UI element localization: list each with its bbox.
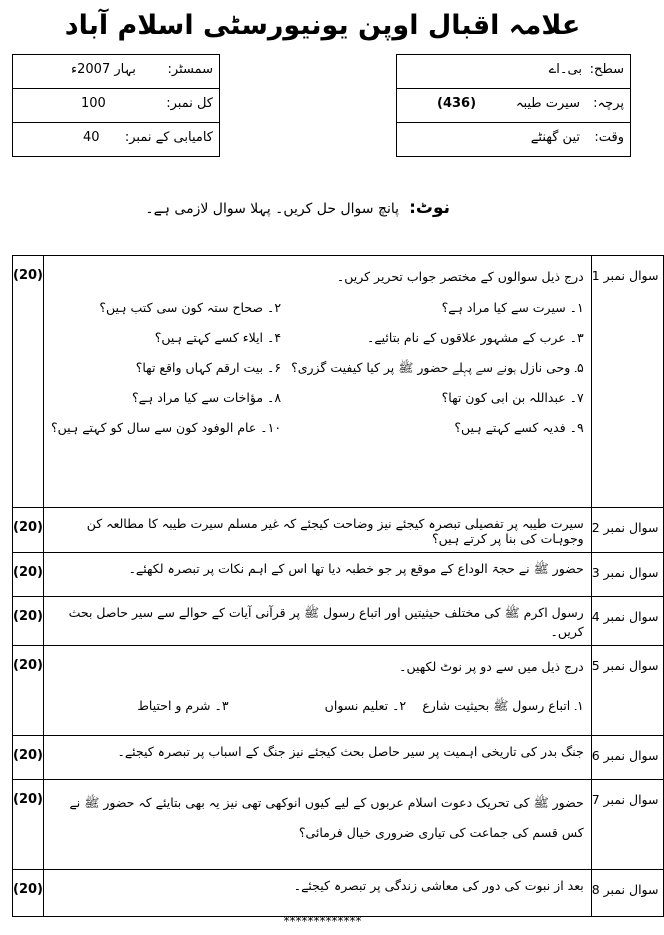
short-question: ۷۔ عبداللہ بن ابی کون تھا؟ <box>441 390 584 405</box>
question-marks: (20) <box>13 597 44 646</box>
question-number: سوال نمبر 6 <box>591 736 664 780</box>
paper-code: (436) <box>437 96 477 111</box>
short-question: ۸۔ مؤاخات سے کیا مراد ہے؟ <box>131 390 282 405</box>
total-marks-row <box>13 89 219 123</box>
semester-label: سمسٹر: <box>167 62 213 77</box>
short-question: ۱۔ سیرت سے کیا مراد ہے؟ <box>441 300 584 315</box>
university-title: علامہ اقبال اوپن یونیورسٹی اسلام آباد <box>64 10 581 41</box>
paper-value: سیرت طیبہ <box>515 96 580 111</box>
short-question: ۹۔ فدیہ کسے کہتے ہیں؟ <box>454 420 584 435</box>
exam-details-box <box>12 54 220 157</box>
question-text: درج ذیل میں سے دو پر نوٹ لکھیں۔ <box>399 659 584 674</box>
note-topic: ۳۔ شرم و احتیاط <box>137 698 229 713</box>
question-row <box>13 597 664 646</box>
short-question: ۴۔ ایلاء کسے کہتے ہیں؟ <box>154 330 282 345</box>
question-text: سیرت طیبہ پر تفصیلی تبصرہ کیجئے نیز وضاحت کیجئے کہ غیر مسلم سیرت طیبہ کا مطالعہ کن وجوہات کی بنا پر کرتے ہیں؟ <box>43 508 591 553</box>
semester-value: بہار 2007ء <box>71 62 136 77</box>
level-row <box>397 55 630 89</box>
question-row <box>13 646 664 736</box>
question-text: حضور ﷺ کی تحریک دعوت اسلام عربوں کے لیے کیوں انوکھی تھی نیز یہ بھی بتایئے کہ حضور ﷺ نے کس قسم کی جماعت کی تیاری ضروری خیال فرمائی؟ <box>43 780 591 870</box>
question-text: بعد از نبوت کی دور کی معاشی زندگی پر تبصرہ کیجئے۔ <box>43 870 591 917</box>
question-number: سوال نمبر 3 <box>591 553 664 597</box>
total-marks-value: 100 <box>81 96 106 111</box>
question-row <box>13 553 664 597</box>
note-label: نوٹ: <box>409 198 450 218</box>
paper-row <box>397 89 630 123</box>
level-label: سطح: <box>589 62 624 77</box>
question-row <box>13 256 664 508</box>
pass-marks-value: 40 <box>83 130 100 145</box>
note-topics-list <box>51 694 584 718</box>
short-question: ۶۔ بیت ارقم کہاں واقع تھا؟ <box>135 360 282 375</box>
question-number: سوال نمبر 8 <box>591 870 664 917</box>
question-number: سوال نمبر 4 <box>591 597 664 646</box>
question-text: جنگ بدر کی تاریخی اہمیت پر سیر حاصل بحث کیجئے نیز جنگ کے اسباب پر تبصرہ کیجئے۔ <box>43 736 591 780</box>
question-marks: (20) <box>13 870 44 917</box>
note-text: پانچ سوال حل کریں۔ پہلا سوال لازمی ہے۔ <box>145 201 400 217</box>
short-question: ۱۰۔ عام الوفود کون سے سال کو کہتے ہیں؟ <box>50 420 282 435</box>
question-marks: (20) <box>13 256 44 508</box>
question-marks: (20) <box>13 508 44 553</box>
instructions-note <box>145 198 450 218</box>
question-number: سوال نمبر 2 <box>591 508 664 553</box>
time-value: تین گھنٹے <box>530 130 580 145</box>
question-text: رسول اکرم ﷺ کی مختلف حیثیتیں اور اتباع رسول ﷺ پر قرآنی آیات کے حوالے سے سیر حاصل بحث کریں۔ <box>43 597 591 646</box>
question-row <box>13 736 664 780</box>
question-marks: (20) <box>13 646 44 736</box>
question-text: حضور ﷺ نے حجۃ الوداع کے موقع پر جو خطبہ دیا تھا اس کے اہم نکات پر تبصرہ لکھئے۔ <box>43 553 591 597</box>
question-marks: (20) <box>13 780 44 870</box>
end-of-paper-stars: ************* <box>283 914 362 928</box>
short-question: ۲۔ صحاح ستہ کون سی کتب ہیں؟ <box>99 300 282 315</box>
question-row <box>13 870 664 917</box>
question-number: سوال نمبر 5 <box>591 646 664 736</box>
question-marks: (20) <box>13 553 44 597</box>
time-label: وقت: <box>594 130 624 145</box>
semester-row <box>13 55 219 89</box>
question-text: درج ذیل سوالوں کے مختصر جواب تحریر کریں۔ <box>336 269 584 284</box>
question-row <box>13 780 664 870</box>
total-marks-label: کل نمبر: <box>166 96 213 111</box>
question-marks: (20) <box>13 736 44 780</box>
time-row <box>397 123 630 157</box>
question-number: سوال نمبر 1 <box>591 256 664 508</box>
note-topic: ۱۔ اتباع رسول ﷺ بحیثیت شارع <box>422 698 584 713</box>
paper-label: پرچہ: <box>593 96 624 111</box>
level-value: بی۔اے <box>548 62 582 77</box>
question-row <box>13 508 664 553</box>
question-body <box>43 256 591 508</box>
course-details-box <box>396 54 631 157</box>
pass-marks-row <box>13 123 219 157</box>
question-body <box>43 646 591 736</box>
note-topic: ۲۔ تعلیم نسواں <box>324 698 407 713</box>
questions-table <box>12 255 664 917</box>
short-question: ۳۔ عرب کے مشہور علاقوں کے نام بتائیے۔ <box>367 330 584 345</box>
short-question: ۵۔ وحی نازل ہونے سے پہلے حضور ﷺ پر کیا کیفیت گزری؟ <box>291 360 584 375</box>
pass-marks-label: کامیابی کے نمبر: <box>124 130 213 145</box>
short-questions-list <box>51 294 584 441</box>
question-number: سوال نمبر 7 <box>591 780 664 870</box>
